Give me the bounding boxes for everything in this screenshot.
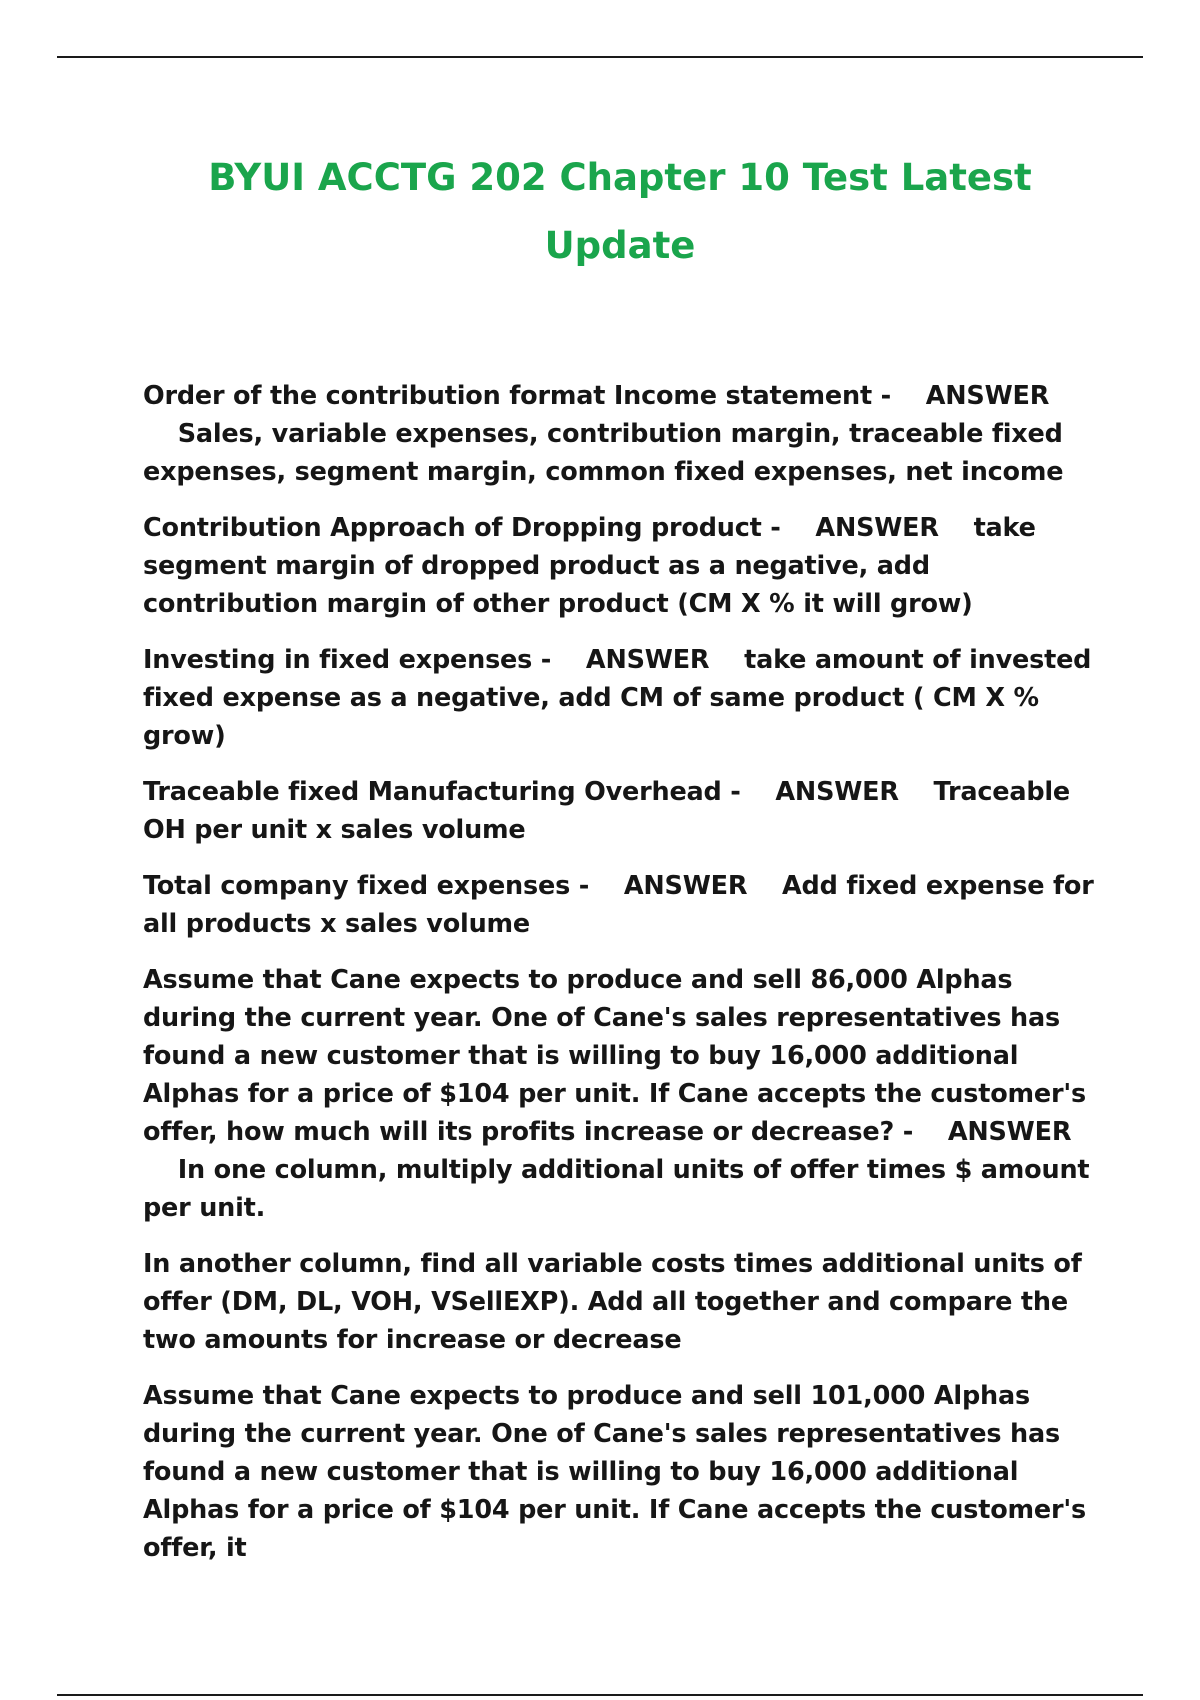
- answer-label: ANSWER: [815, 513, 939, 543]
- answer-label: ANSWER: [775, 777, 899, 807]
- document-body: [143, 377, 1103, 1585]
- qa-item-3: [143, 641, 1103, 755]
- answer-text: Sales, variable expenses, contribution margin, traceable fixed expenses, segment margin, common fixed expenses, net income: [143, 419, 1064, 487]
- qa-item-1: [143, 377, 1103, 491]
- qa-item-4: [143, 773, 1103, 849]
- answer-text: In one column, multiply additional units of offer times $ amount per unit.: [143, 1155, 1090, 1223]
- qa-item-2: [143, 509, 1103, 623]
- qa-item-6: [143, 961, 1103, 1227]
- bottom-divider: [57, 1694, 1143, 1696]
- answer-continuation-paragraph: In another column, find all variable costs times additional units of offer (DM, DL, VOH, VSellEXP). Add all together and compare the two amounts for increase or decrease: [143, 1249, 1082, 1355]
- question-text: Contribution Approach of Dropping product -: [143, 513, 781, 543]
- question-text: Investing in fixed expenses -: [143, 645, 552, 675]
- document-title: BYUI ACCTG 202 Chapter 10 Test Latest Update: [208, 156, 1032, 267]
- answer-label: ANSWER: [947, 1117, 1072, 1147]
- answer-text: Traceable OH per unit x sales volume: [143, 777, 1071, 845]
- question-text: Order of the contribution format Income statement -: [143, 381, 892, 411]
- answer-label: ANSWER: [925, 381, 1050, 411]
- answer-text: Add fixed expense for all products x sales volume: [143, 871, 1094, 939]
- answer-text: take amount of invested fixed expense as a negative, add CM of same product ( CM X % grow): [143, 645, 1092, 751]
- answer-text: take segment margin of dropped product as a negative, add contribution margin of other product (CM X % it will grow): [143, 513, 1036, 619]
- answer-label: ANSWER: [585, 645, 710, 675]
- question-paragraph-truncated: Assume that Cane expects to produce and sell 101,000 Alphas during the current year. One of Cane's sales representatives has found a new customer that is willing to buy 16,000 additional Alphas for a price of $104 per unit. If Cane accepts the customer's offer, it: [143, 1381, 1086, 1563]
- qa-item-5: [143, 867, 1103, 943]
- question-text: Traceable fixed Manufacturing Overhead -: [143, 777, 741, 807]
- top-divider: [57, 56, 1143, 58]
- question-text: Total company fixed expenses -: [143, 871, 590, 901]
- answer-label: ANSWER: [623, 871, 748, 901]
- question-text: Assume that Cane expects to produce and sell 86,000 Alphas during the current year. One of Cane's sales representatives has found a new customer that is willing to buy 16,000 additional Alphas for a price of $104 per unit. If Cane accepts the customer's offer, how much will its profits increase or decrease? -: [143, 965, 1086, 1147]
